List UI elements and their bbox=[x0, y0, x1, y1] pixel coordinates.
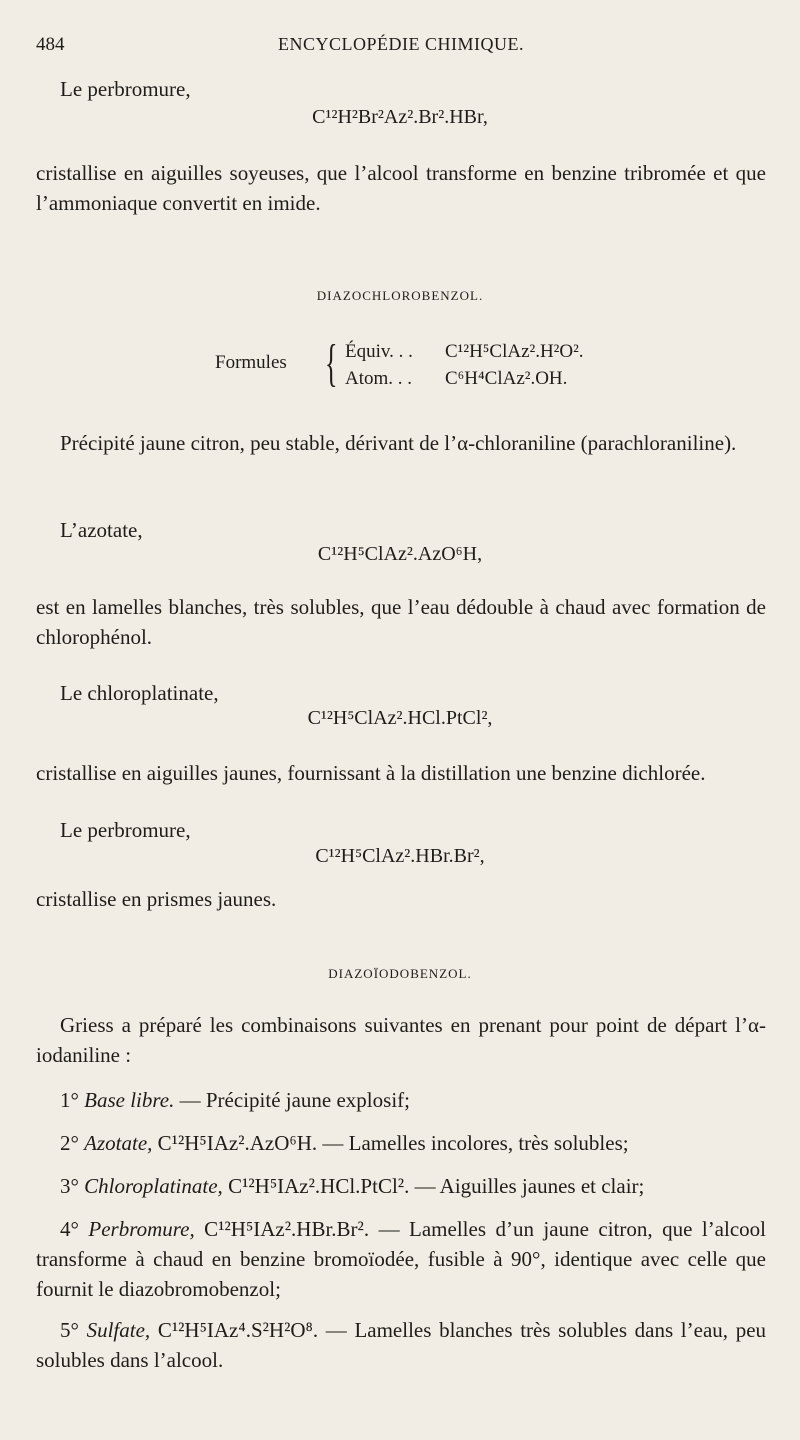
griess-intro: Griess a préparé les combinaisons suivantes en prenant pour point de départ l’α-iodaniline : bbox=[36, 1013, 766, 1067]
formules-block bbox=[215, 335, 635, 398]
list-item: 3° Chloroplatinate, C¹²H⁵IAz².HCl.PtCl². — Aiguilles jaunes et clair; bbox=[60, 1174, 645, 1198]
formules-label: Formules bbox=[215, 352, 287, 373]
diazochlorobenzol-description: Précipité jaune citron, peu stable, dérivant de l’α-chloraniline (parachloraniline). bbox=[60, 431, 737, 455]
running-title: ENCYCLOPÉDIE CHIMIQUE. bbox=[278, 34, 524, 54]
azotate-intro: L’azotate, bbox=[60, 518, 143, 542]
atom-row: Atom. . . C⁶H⁴ClAz².OH. bbox=[345, 368, 568, 389]
list-item: 5° Sulfate, C¹²H⁵IAz⁴.S²H²O⁸. — Lamelles blanches très solubles dans l’eau, peu solubles dans l’alcool. bbox=[36, 1318, 767, 1372]
brace-icon: { bbox=[325, 335, 338, 392]
equiv-row: Équiv. . . C¹²H⁵ClAz².H²O². bbox=[345, 341, 584, 362]
chloroplatinate-text: cristallise en aiguilles jaunes, fournissant à la distillation une benzine dichlorée. bbox=[36, 761, 706, 785]
list-item: 1° Base libre. — Précipité jaune explosif; bbox=[60, 1088, 410, 1112]
perbromure2-text: cristallise en prismes jaunes. bbox=[36, 887, 277, 911]
perbromure-formula: C¹²H²Br²Az².Br².HBr, bbox=[312, 106, 488, 128]
list-item: 4° Perbromure, C¹²H⁵IAz².HBr.Br². — Lamelles d’un jaune citron, que l’alcool transforme à chaud en benzine bromoïodée, fusible à 90°, identique avec celle que fournit le diazobromobenzol; bbox=[36, 1217, 766, 1301]
perbromure2-intro: Le perbromure, bbox=[60, 818, 191, 842]
page-header bbox=[36, 34, 766, 58]
perbromure-text: cristallise en aiguilles soyeuses, que l’alcool transforme en benzine tribromée et que l’ammoniaque convertit en imide. bbox=[36, 161, 766, 215]
perbromure-intro: Le perbromure, bbox=[60, 77, 191, 101]
list-item: 2° Azotate, C¹²H⁵IAz².AzO⁶H. — Lamelles incolores, très solubles; bbox=[60, 1131, 629, 1155]
azotate-formula: C¹²H⁵ClAz².AzO⁶H, bbox=[317, 543, 483, 565]
section-heading-diazoiodobenzol: DIAZOÏODOBENZOL. bbox=[328, 966, 472, 981]
perbromure2-formula: C¹²H⁵ClAz².HBr.Br², bbox=[315, 845, 485, 867]
chloroplatinate-formula: C¹²H⁵ClAz².HCl.PtCl², bbox=[307, 707, 493, 729]
chloroplatinate-intro: Le chloroplatinate, bbox=[60, 681, 219, 705]
azotate-text: est en lamelles blanches, très solubles, que l’eau dédouble à chaud avec formation de chlorophénol. bbox=[36, 595, 766, 649]
section-heading-diazochlorobenzol: DIAZOCHLOROBENZOL. bbox=[316, 288, 484, 303]
page-number: 484 bbox=[36, 34, 65, 55]
